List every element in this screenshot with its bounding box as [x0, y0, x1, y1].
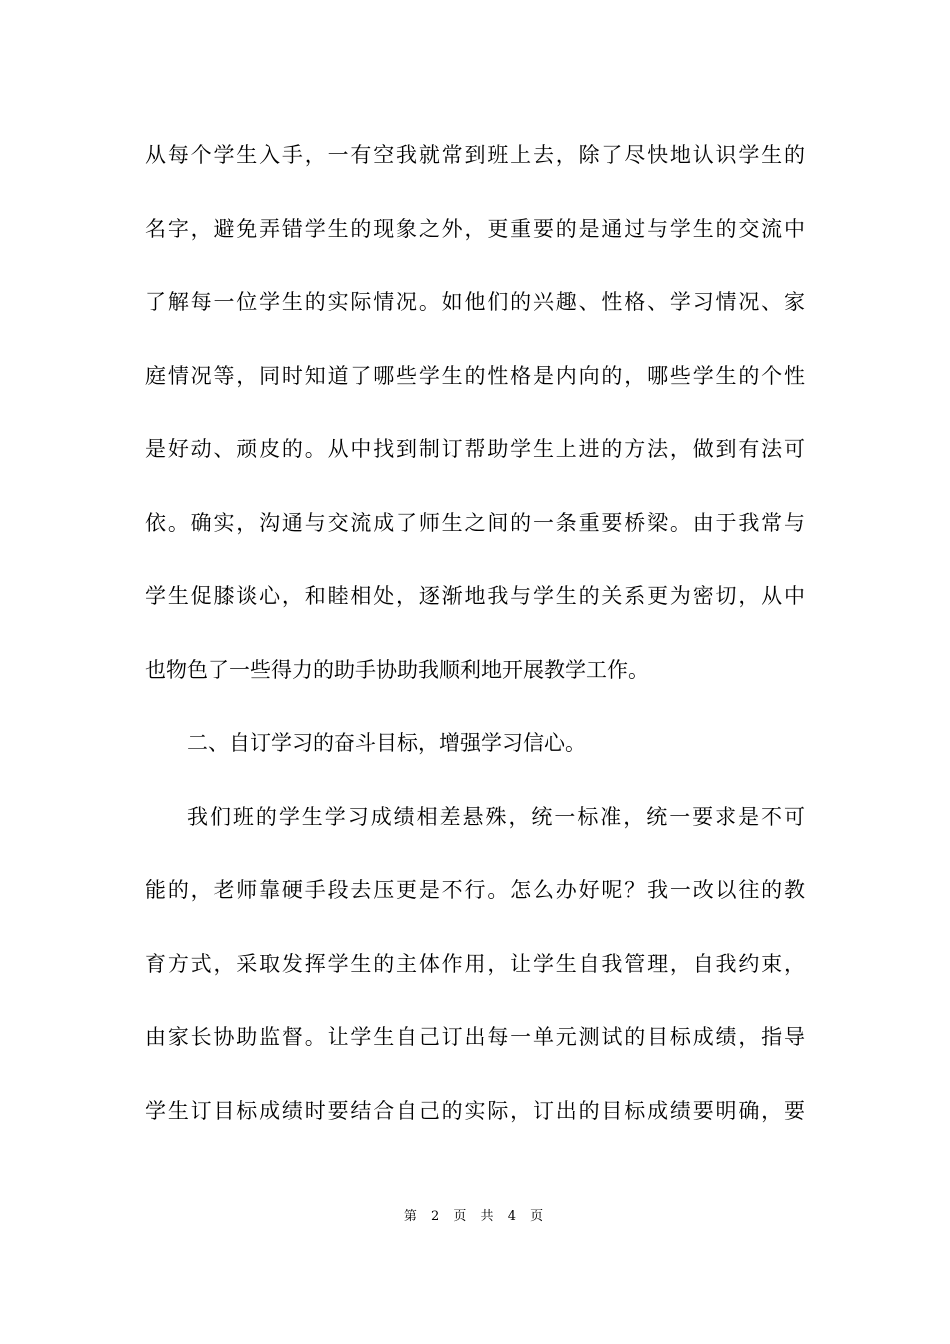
- text-line: 由家长协助监督。让学生自己订出每一单元测试的目标成绩，指导: [145, 1025, 805, 1049]
- text-line: 我们班的学生学习成绩相差悬殊，统一标准，统一要求是不可: [187, 804, 805, 829]
- text-line: 育方式，采取发挥学生的主体作用，让学生自我管理，自我约束，: [145, 951, 805, 976]
- text-line: 了解每一位学生的实际情况。如他们的兴趣、性格、学习情况、家: [145, 290, 805, 314]
- text-line: 学生订目标成绩时要结合自己的实际，订出的目标成绩要明确，要: [145, 1098, 805, 1123]
- text-line: 学生促膝谈心，和睦相处，逐渐地我与学生的关系更为密切，从中: [145, 584, 805, 608]
- body-text: [145, 133, 805, 1162]
- section-heading: 二、自订学习的奋斗目标，增强学习信心。: [187, 731, 586, 755]
- text-line: 从每个学生入手，一有空我就常到班上去，除了尽快地认识学生的: [145, 143, 805, 167]
- text-line: 庭情况等，同时知道了哪些学生的性格是内向的，哪些学生的个性: [145, 363, 805, 388]
- text-line: 依。确实，沟通与交流成了师生之间的一条重要桥梁。由于我常与: [145, 510, 805, 535]
- text-line: 是好动、顽皮的。从中找到制订帮助学生上进的方法，做到有法可: [145, 437, 805, 461]
- text-line: 能的，老师靠硬手段去压更是不行。怎么办好呢？我一改以往的教: [145, 878, 805, 902]
- text-line: 也物色了一些得力的助手协助我顺利地开展教学工作。: [145, 657, 649, 682]
- page-number-footer: 第 2 页 共 4 页: [403, 1209, 547, 1224]
- text-line: 名字，避免弄错学生的现象之外，更重要的是通过与学生的交流中: [145, 216, 805, 241]
